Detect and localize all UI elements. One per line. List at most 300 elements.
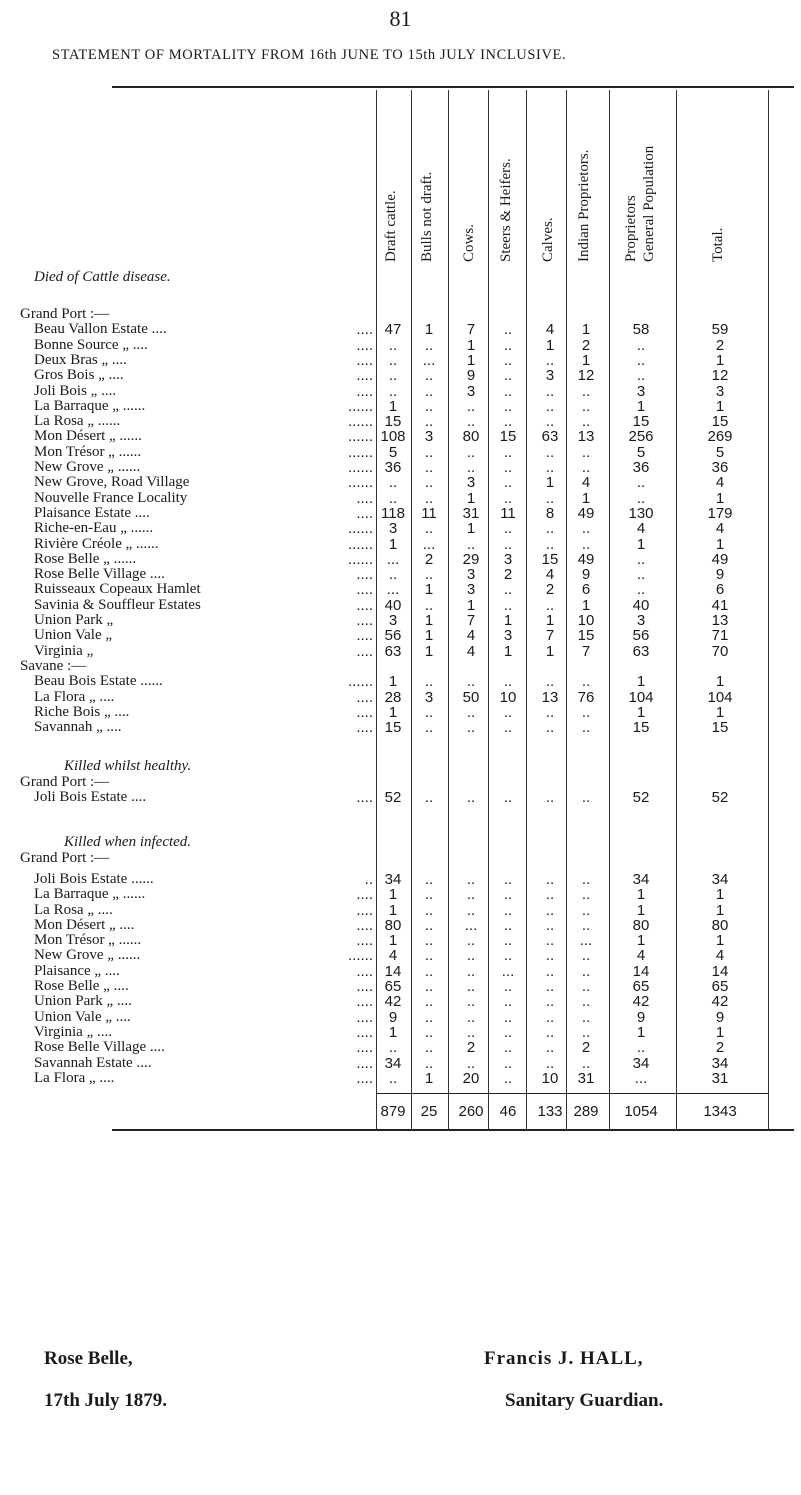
table-cell: 14 (384, 962, 402, 980)
table-cell: .. (503, 916, 513, 934)
table-cell: 2 (503, 566, 513, 584)
table-cell: .. (545, 351, 555, 369)
table-cell: 3 (388, 612, 398, 629)
table-cell: 1 (581, 351, 591, 369)
table-cell: 41 (711, 596, 729, 614)
row-label: Union Vale „ .... (34, 1008, 131, 1025)
row-leader: .... (356, 642, 373, 660)
total-cell: 289 (573, 1103, 599, 1121)
table-cell: 31 (462, 504, 480, 522)
table-cell: .. (388, 1039, 398, 1057)
table-cell: .. (466, 1054, 476, 1072)
table-cell: 12 (577, 367, 595, 385)
row-leader: .... (356, 901, 373, 919)
table-cell: 63 (384, 642, 402, 660)
table-cell: 1 (636, 703, 646, 721)
column-header-label: Steers & Heifers. (498, 158, 514, 262)
column-header-label: General Population (641, 145, 657, 262)
total-cell: 1343 (703, 1103, 737, 1121)
table-cell: .. (466, 962, 476, 980)
table-cell: .. (466, 673, 476, 691)
table-cell: .. (581, 443, 591, 461)
table-cell: ... (634, 1069, 648, 1087)
row-leader: .... (356, 1008, 373, 1026)
row-leader: ...... (347, 459, 373, 476)
table-cell: ... (386, 550, 400, 568)
table-cell: .. (466, 413, 476, 431)
table-cell: 1 (503, 612, 513, 629)
row-leader: .... (356, 719, 373, 737)
table-cell: 15 (577, 627, 595, 645)
row-label: Rose Belle Village .... (34, 566, 165, 583)
row-label: Nouvelle France Locality (34, 489, 188, 506)
footer-date: 17th July 1879. (44, 1390, 167, 1411)
table-cell: 1 (636, 397, 646, 415)
row-label: Virginia „ (34, 642, 94, 659)
table-cell: 1 (581, 489, 591, 507)
table-cell: .. (545, 870, 555, 888)
table-cell: .. (503, 413, 513, 431)
row-label: Mon Désert „ .... (34, 916, 135, 933)
total-cell: 133 (537, 1103, 563, 1121)
table-cell: .. (424, 1023, 434, 1041)
table-cell: 56 (632, 627, 650, 645)
table-cell: .. (545, 459, 555, 476)
table-cell: 3 (715, 382, 725, 400)
table-cell: ... (422, 351, 436, 369)
row-leader: ...... (347, 428, 373, 446)
table-cell: .. (424, 719, 434, 737)
table-cell: .. (545, 916, 555, 934)
table-cell: 58 (632, 321, 650, 339)
table-cell: 3 (503, 550, 513, 568)
table-cell: .. (466, 947, 476, 965)
table-cell: .. (503, 581, 513, 599)
totals-rule (376, 1093, 768, 1094)
table-cell: 3 (636, 612, 646, 629)
table-cell: .. (466, 870, 476, 888)
table-cell: .. (545, 703, 555, 721)
table-cell: 3 (545, 367, 555, 385)
table-cell: .. (545, 789, 555, 806)
table-cell: 9 (636, 1008, 646, 1026)
table-cell: .. (466, 443, 476, 461)
table-cell: 10 (577, 612, 595, 629)
table-cell: 15 (632, 413, 650, 431)
row-label: Rivière Créole „ ...... (34, 535, 159, 552)
page-number: 81 (389, 6, 412, 31)
table-cell: .. (581, 962, 591, 980)
table-cell: .. (545, 520, 555, 538)
table-cell: .. (424, 947, 434, 965)
table-cell: .. (545, 1039, 555, 1057)
table-cell: .. (545, 535, 555, 553)
column-rule (609, 90, 610, 1129)
row-label: Beau Bois Estate ...... (34, 673, 163, 690)
table-cell: 15 (384, 719, 402, 737)
row-leader: .... (356, 688, 373, 706)
table-cell: .. (581, 947, 591, 965)
table-cell: .. (545, 596, 555, 614)
table-cell: 1 (424, 1069, 434, 1087)
table-cell: .. (424, 382, 434, 400)
row-leader: .... (356, 932, 373, 950)
row-leader: .... (356, 1023, 373, 1041)
row-label: New Grove, Road Village (34, 474, 190, 491)
table-cell: .. (545, 397, 555, 415)
table-cell: 3 (466, 566, 476, 584)
table-cell: 3 (424, 428, 434, 446)
table-cell: 15 (384, 413, 402, 431)
table-cell: .. (636, 489, 646, 507)
table-cell: 7 (581, 642, 591, 660)
table-cell: 80 (384, 916, 402, 934)
row-leader: .... (356, 367, 373, 385)
table-cell: .. (503, 932, 513, 950)
table-cell: 1 (636, 1023, 646, 1041)
table-cell: .. (503, 993, 513, 1011)
table-cell: 5 (636, 443, 646, 461)
table-cell: 3 (466, 581, 476, 599)
table-cell: 36 (632, 459, 650, 476)
table-cell: .. (503, 459, 513, 476)
row-label: Savannah Estate .... (34, 1054, 152, 1071)
row-leader: ...... (347, 550, 373, 568)
row-leader: .... (356, 566, 373, 584)
table-cell: 59 (711, 321, 729, 339)
total-cell: 879 (380, 1103, 406, 1121)
column-header (419, 90, 439, 266)
table-cell: 36 (711, 459, 729, 476)
table-cell: .. (424, 916, 434, 934)
table-cell: .. (503, 382, 513, 400)
table-cell: 49 (577, 550, 595, 568)
table-cell: 10 (499, 688, 517, 706)
table-cell: 3 (388, 520, 398, 538)
row-leader: .... (356, 382, 373, 400)
row-label: Rose Belle Village .... (34, 1039, 165, 1056)
table-cell: .. (424, 459, 434, 476)
table-cell: 52 (632, 789, 650, 806)
table-cell: .. (545, 673, 555, 691)
table-cell: 1 (466, 351, 476, 369)
table-cell: .. (424, 596, 434, 614)
table-cell: 8 (545, 504, 555, 522)
column-rule (768, 90, 769, 1129)
row-leader: .... (356, 1054, 373, 1072)
column-header-label: Proprietors (623, 195, 639, 262)
row-label: Union Park „ (34, 612, 114, 628)
table-cell: 11 (421, 504, 437, 522)
footer-role: Sanitary Guardian. (505, 1390, 664, 1411)
row-leader: .... (356, 886, 373, 904)
row-label: Plaisance Estate .... (34, 504, 150, 521)
table-cell: .. (388, 351, 398, 369)
table-cell: .. (466, 397, 476, 415)
row-leader: .... (356, 627, 373, 645)
table-cell: 2 (466, 1039, 476, 1057)
table-cell: 1 (715, 703, 725, 721)
table-cell: 4 (715, 520, 725, 538)
table-cell: 6 (715, 581, 725, 599)
table-cell: 130 (628, 504, 654, 522)
table-cell: .. (545, 719, 555, 737)
column-header (576, 90, 596, 266)
table-cell: 1 (466, 596, 476, 614)
table-cell: 4 (388, 947, 398, 965)
table-cell: 47 (384, 321, 402, 339)
table-cell: .. (466, 789, 476, 806)
table-cell: 4 (636, 520, 646, 538)
table-cell: 1 (545, 612, 555, 629)
total-cell: 25 (420, 1103, 438, 1121)
table-cell: .. (636, 581, 646, 599)
table-cell: .. (581, 719, 591, 737)
row-leader: .... (356, 596, 373, 614)
table-cell: 1 (424, 321, 434, 339)
row-leader: ...... (347, 673, 373, 691)
table-cell: .. (424, 489, 434, 507)
table-cell: .. (424, 520, 434, 538)
table-cell: 1 (715, 397, 725, 415)
table-cell: 49 (577, 504, 595, 522)
table-cell: .. (424, 870, 434, 888)
table-cell: 3 (424, 688, 434, 706)
table-cell: .. (581, 397, 591, 415)
table-cell: 1 (545, 642, 555, 660)
table-cell: 108 (380, 428, 406, 446)
row-leader: ...... (347, 397, 373, 415)
table-cell: 4 (466, 642, 476, 660)
table-cell: .. (466, 932, 476, 950)
table-cell: 6 (581, 581, 591, 599)
table-cell: 1 (424, 627, 434, 645)
table-cell: .. (503, 321, 513, 339)
table-cell: 1 (715, 673, 725, 691)
section-heading-died: Died of Cattle disease. (34, 269, 171, 285)
table-cell: .. (581, 413, 591, 431)
table-cell: 34 (384, 870, 402, 888)
table-cell: .. (636, 550, 646, 568)
row-leader: .... (356, 612, 373, 629)
section-grand-port-2: Grand Port :— (20, 773, 110, 790)
table-cell: .. (545, 489, 555, 507)
table-cell: 65 (711, 978, 729, 995)
table-cell: ... (501, 962, 515, 980)
table-cell: .. (503, 901, 513, 919)
table-cell: ... (464, 916, 478, 934)
table-cell: .. (388, 382, 398, 400)
table-cell: .. (424, 1008, 434, 1026)
table-cell: .. (636, 351, 646, 369)
table-cell: 1 (636, 535, 646, 553)
table-cell: .. (503, 367, 513, 385)
table-cell: 4 (715, 474, 725, 492)
table-cell: 31 (577, 1069, 595, 1087)
page-title: STATEMENT OF MORTALITY FROM 16th JUNE TO 15th JULY INCLUSIVE. (52, 47, 567, 63)
table-cell: .. (581, 789, 591, 806)
table-cell: .. (424, 789, 434, 806)
row-leader: ...... (347, 443, 373, 461)
table-cell: .. (545, 1054, 555, 1072)
table-cell: 1 (388, 397, 398, 415)
table-cell: .. (636, 367, 646, 385)
row-label: Plaisance „ .... (34, 962, 120, 979)
table-cell: .. (581, 520, 591, 538)
table-cell: .. (424, 397, 434, 415)
table-cell: 269 (707, 428, 733, 446)
table-cell: 104 (707, 688, 733, 706)
table-cell: 80 (462, 428, 480, 446)
footer-name: Francis J. HALL, (484, 1348, 644, 1369)
column-header-label: Bulls not draft. (419, 171, 435, 262)
total-cell: 260 (458, 1103, 484, 1121)
table-cell: 12 (711, 367, 729, 385)
table-cell: 179 (707, 504, 733, 522)
table-cell: .. (503, 886, 513, 904)
table-cell: 76 (577, 688, 595, 706)
bottom-rule (112, 1129, 794, 1131)
table-cell: 9 (581, 566, 591, 584)
table-cell: 1 (715, 886, 725, 904)
table-cell: 1 (636, 901, 646, 919)
table-cell: .. (503, 474, 513, 492)
table-cell: .. (466, 719, 476, 737)
row-leader: .... (356, 489, 373, 507)
table-cell: .. (503, 947, 513, 965)
table-cell: 1 (388, 901, 398, 919)
table-cell: .. (424, 336, 434, 354)
table-cell: 34 (632, 870, 650, 888)
table-cell: .. (424, 1039, 434, 1057)
table-cell: 71 (711, 627, 729, 645)
table-cell: 1 (715, 1023, 725, 1041)
table-cell: 42 (384, 993, 402, 1011)
column-header-label: Indian Proprietors. (576, 149, 592, 262)
table-cell: 7 (545, 627, 555, 645)
table-cell: 4 (715, 947, 725, 965)
table-cell: 34 (632, 1054, 650, 1072)
row-label: La Flora „ .... (34, 688, 115, 705)
row-leader: .... (356, 916, 373, 934)
table-cell: 10 (541, 1069, 559, 1087)
table-cell: 1 (503, 642, 513, 660)
table-cell: 65 (632, 978, 650, 995)
table-cell: 28 (384, 688, 402, 706)
row-label: Joli Bois Estate .... (34, 789, 147, 805)
table-cell: .. (581, 1008, 591, 1026)
table-cell: .. (424, 901, 434, 919)
row-label: Mon Trésor „ ...... (34, 932, 142, 949)
table-cell: 34 (711, 1054, 729, 1072)
table-cell: 104 (628, 688, 654, 706)
row-label: La Flora „ .... (34, 1069, 115, 1086)
table-cell: 1 (636, 886, 646, 904)
table-cell: .. (503, 1039, 513, 1057)
table-cell: 1 (545, 336, 555, 354)
row-leader: .... (356, 703, 373, 721)
table-cell: 20 (462, 1069, 480, 1087)
row-label: Union Vale „ (34, 627, 113, 644)
table-cell: 2 (715, 1039, 725, 1057)
table-cell: .. (466, 901, 476, 919)
table-cell: 36 (384, 459, 402, 476)
table-cell: 13 (541, 688, 559, 706)
table-cell: 5 (715, 443, 725, 461)
table-cell: .. (581, 382, 591, 400)
column-header-label: Draft cattle. (383, 190, 399, 262)
row-label: Joli Bois „ .... (34, 382, 117, 399)
table-cell: .. (466, 993, 476, 1011)
table-cell: .. (503, 351, 513, 369)
row-leader: ...... (347, 535, 373, 553)
column-header (540, 90, 560, 266)
table-cell: 80 (711, 916, 729, 934)
table-cell: .. (466, 459, 476, 476)
table-cell: .. (545, 932, 555, 950)
column-rule (676, 90, 677, 1129)
table-cell: 3 (636, 382, 646, 400)
row-label: New Grove „ ...... (34, 947, 141, 964)
table-cell: 3 (503, 627, 513, 645)
table-cell: .. (636, 336, 646, 354)
table-cell: 9 (388, 1008, 398, 1026)
table-cell: .. (388, 1069, 398, 1087)
table-cell: .. (545, 886, 555, 904)
table-cell: .. (424, 443, 434, 461)
table-cell: 1 (715, 351, 725, 369)
row-label: Riche Bois „ .... (34, 703, 130, 720)
table-cell: .. (581, 993, 591, 1011)
table-cell: ... (579, 932, 593, 950)
table-cell: 1 (388, 932, 398, 950)
table-cell: 1 (715, 489, 725, 507)
table-cell: 2 (581, 336, 591, 354)
column-header-label: Total. (710, 227, 726, 262)
table-cell: .. (581, 673, 591, 691)
row-leader: .... (356, 1039, 373, 1057)
row-leader: .... (356, 993, 373, 1011)
table-cell: .. (636, 566, 646, 584)
table-cell: 50 (462, 688, 480, 706)
table-cell: .. (503, 673, 513, 691)
table-cell: 3 (466, 474, 476, 492)
table-cell: .. (581, 870, 591, 888)
table-cell: .. (581, 901, 591, 919)
column-header (383, 90, 403, 266)
table-cell: .. (545, 1023, 555, 1041)
column-header (461, 90, 481, 266)
table-cell: 7 (466, 321, 476, 339)
table-cell: .. (581, 1054, 591, 1072)
table-cell: 2 (715, 336, 725, 354)
table-cell: 42 (711, 993, 729, 1011)
row-label: La Rosa „ .... (34, 901, 113, 918)
table-cell: .. (424, 962, 434, 980)
table-cell: .. (466, 1008, 476, 1026)
table-cell: 49 (711, 550, 729, 568)
table-cell: .. (503, 870, 513, 888)
row-leader: ...... (347, 474, 373, 492)
table-cell: 4 (581, 474, 591, 492)
table-cell: .. (545, 443, 555, 461)
row-leader: ...... (347, 520, 373, 538)
table-cell: 15 (499, 428, 517, 446)
row-label: Mon Trésor „ ...... (34, 443, 142, 460)
table-cell: 29 (462, 550, 480, 568)
table-cell: 1 (424, 612, 434, 629)
table-cell: 256 (628, 428, 654, 446)
